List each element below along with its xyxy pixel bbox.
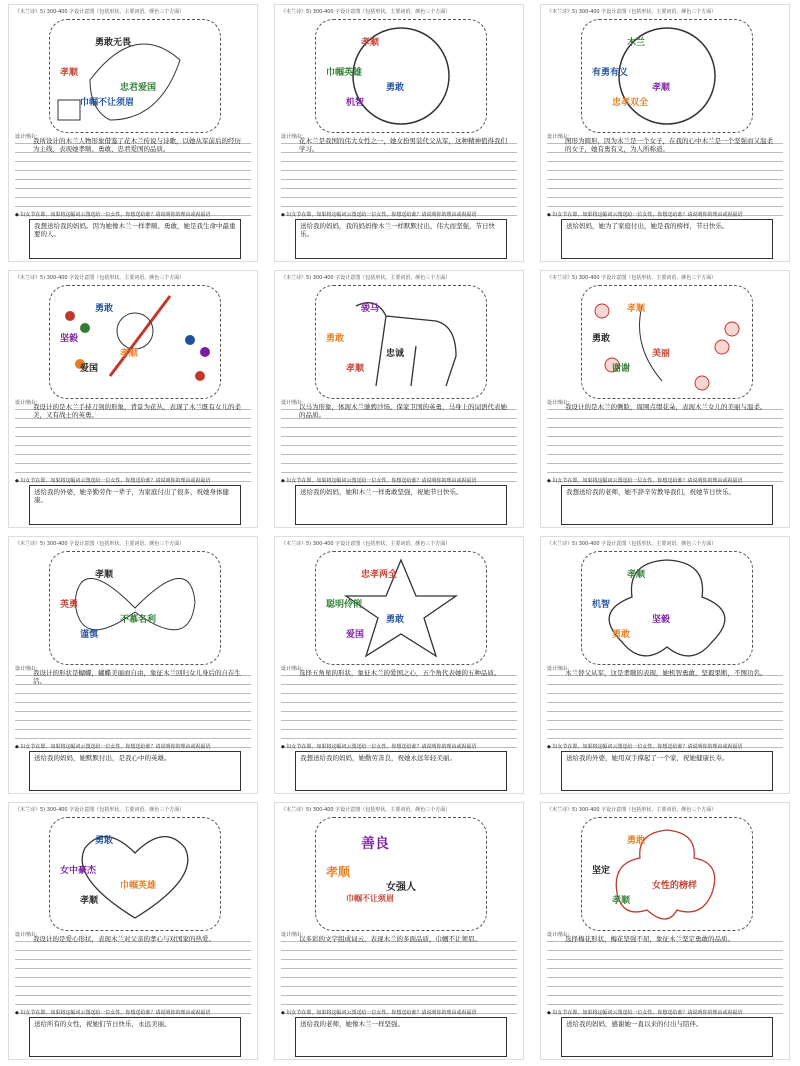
design-reason-label: 设计理由： (281, 400, 307, 406)
answer-text: 我想送给我的妈妈。因为她像木兰一样孝顺、勇敢，她是我生命中最重要的人。 (34, 222, 236, 238)
design-rationale-text: 我设计的形状是蝴蝶，蝴蝶美丽而自由，象征木兰回归女儿身后的自在生活。 (33, 669, 241, 685)
design-rationale-text: 选择梅花形状，梅花坚强不屈，象征木兰坚定勇敢的品质。 (565, 935, 734, 943)
gift-question: ◆ 妇女节在即，如果将这幅词云图送给一位女性，你想送给谁？请说明你的理由或祝福语 (547, 212, 743, 218)
answer-box (29, 1017, 241, 1057)
word-cloud-frame (315, 19, 487, 133)
word-cloud-word: 巾帼英雄 (326, 68, 363, 78)
answer-text: 送给妈妈，她为了家庭付出，她是我的榜样，节日快乐。 (566, 222, 729, 230)
word-cloud-word: 勇敢 (612, 630, 631, 640)
design-rationale-text: 我所设计的木兰人物形象借鉴了花木兰传说与诗歌，以她从军前后的经历为主线，表现她孝顺、勇敢、忠君爱国的品质。 (33, 137, 241, 153)
word-cloud-word: 勇敢无畏 (95, 38, 132, 48)
answer-text: 送给我的妈妈，她和木兰一样勇敢坚强，祝她节日快乐。 (300, 488, 463, 496)
word-cloud-word: 孝顺 (652, 83, 671, 93)
ruled-lines (547, 933, 783, 1005)
word-cloud-word: 孝顺 (95, 570, 114, 580)
word-cloud-frame (49, 285, 221, 399)
sheet-header: 《木兰诗》5) 300-400 字设计意图（包括形状、主要词语、颜色三个方面） (547, 275, 717, 281)
word-cloud-word: 不慕名利 (120, 615, 157, 625)
worksheet-sheet (274, 270, 524, 528)
word-cloud-word: 爱国 (346, 630, 365, 640)
word-cloud-word: 勇敢 (592, 334, 611, 344)
word-cloud-word: 有勇有义 (592, 68, 629, 78)
answer-box (295, 485, 507, 525)
sheet-header: 《木兰诗》5) 300-400 字设计意图（包括形状、主要词语、颜色三个方面） (547, 9, 717, 15)
answer-box (295, 751, 507, 791)
answer-text: 我想送给我的老师，她不辞辛劳教导我们，祝她节日快乐。 (566, 488, 735, 496)
word-cloud-word: 女中豪杰 (60, 866, 97, 876)
word-cloud-frame (581, 19, 753, 133)
word-cloud-word: 勇敢 (627, 836, 646, 846)
design-reason-label: 设计理由： (547, 400, 573, 406)
worksheet-sheet (540, 536, 790, 794)
word-cloud-word: 巾帼不让须眉 (80, 98, 135, 108)
word-cloud-word: 巾帼不让须眉 (346, 894, 394, 903)
worksheet-sheet (274, 4, 524, 262)
gift-question: ◆ 妇女节在即，如果将这幅词云图送给一位女性，你想送给谁？请说明你的理由或祝福语 (15, 744, 211, 750)
design-rationale-text: 我设计的是木兰手持刀剑的形象，背景为花丛，表现了木兰既有女儿的柔美，又有战士的英勇。 (33, 403, 241, 419)
answer-text: 送给我的老师，她像木兰一样坚强。 (300, 1020, 404, 1028)
sheet-header: 《木兰诗》5) 300-400 字设计意图（包括形状、主要词语、颜色三个方面） (281, 807, 451, 813)
answer-text: 送给我的妈妈，她默默付出，是我心中的英雄。 (34, 754, 171, 762)
design-rationale-text: 我设计的是木兰的侧脸，周围点缀花朵，表现木兰女儿的美丽与温柔。 (565, 403, 767, 411)
design-reason-label: 设计理由： (15, 400, 41, 406)
word-cloud-word: 孝顺 (60, 68, 79, 78)
ruled-lines (15, 933, 251, 1005)
answer-text: 我想送给我的妈妈，她勤劳善良，祝她永远年轻美丽。 (300, 754, 456, 762)
answer-text: 送给我的妈妈，感谢她一直以来的付出与陪伴。 (566, 1020, 703, 1028)
ruled-lines (281, 667, 517, 739)
design-reason-label: 设计理由： (547, 666, 573, 672)
answer-box (561, 1017, 773, 1057)
worksheet-sheet (540, 270, 790, 528)
word-cloud-word: 勇敢 (95, 836, 114, 846)
word-cloud-word: 谨慎 (80, 630, 99, 640)
word-cloud-word: 坚毅 (60, 334, 79, 344)
word-cloud-word: 机智 (592, 600, 611, 610)
word-cloud-frame (581, 285, 753, 399)
design-rationale-text: 图形为圆形，因为木兰是一个女子，在我的心中木兰是一个坚强而又温柔的女子，她有勇有义，为人所称道。 (565, 137, 773, 153)
word-cloud-frame (315, 817, 487, 931)
word-cloud-word: 孝顺 (346, 364, 365, 374)
word-cloud-word: 机智 (346, 98, 365, 108)
word-cloud-word: 坚毅 (652, 615, 671, 625)
answer-box (295, 219, 507, 259)
answer-text: 送给所有的女性，祝她们节日快乐，永远美丽。 (34, 1020, 171, 1028)
word-cloud-frame (49, 551, 221, 665)
design-reason-label: 设计理由： (15, 932, 41, 938)
word-cloud-word: 勇敢 (95, 304, 114, 314)
answer-box (561, 485, 773, 525)
gift-question: ◆ 妇女节在即，如果将这幅词云图送给一位女性，你想送给谁？请说明你的理由或祝福语 (281, 744, 477, 750)
answer-box (561, 751, 773, 791)
word-cloud-word: 孝顺 (627, 304, 646, 314)
design-reason-label: 设计理由： (281, 666, 307, 672)
design-rationale-text: 花木兰是我国的伟大女性之一，她女扮男装代父从军，这种精神值得我们学习。 (299, 137, 507, 153)
word-cloud-word: 巾帼英雄 (120, 881, 157, 891)
gift-question: ◆ 妇女节在即，如果将这幅词云图送给一位女性，你想送给谁？请说明你的理由或祝福语 (15, 212, 211, 218)
sheet-header: 《木兰诗》5) 300-400 字设计意图（包括形状、主要词语、颜色三个方面） (15, 807, 185, 813)
worksheet-sheet (540, 802, 790, 1060)
answer-box (29, 485, 241, 525)
word-cloud-word: 孝顺 (80, 896, 99, 906)
answer-text: 送给我的外婆，她辛勤劳作一辈子，为家庭付出了很多，祝她身体健康。 (34, 488, 229, 504)
sheet-header: 《木兰诗》5) 300-400 字设计意图（包括形状、主要词语、颜色三个方面） (547, 541, 717, 547)
word-cloud-word: 勇敢 (326, 334, 345, 344)
worksheet-sheet (8, 536, 258, 794)
answer-box (295, 1017, 507, 1057)
worksheet-sheet (8, 270, 258, 528)
word-cloud-frame (581, 551, 753, 665)
ruled-lines (281, 933, 517, 1005)
sheet-header: 《木兰诗》5) 300-400 字设计意图（包括形状、主要词语、颜色三个方面） (547, 807, 717, 813)
worksheet-sheet (274, 802, 524, 1060)
word-cloud-word: 孝顺 (627, 570, 646, 580)
worksheet-sheet (8, 802, 258, 1060)
word-cloud-word: 忠孝双全 (612, 98, 649, 108)
word-cloud-word: 女性的榜样 (652, 881, 698, 891)
word-cloud-frame (315, 551, 487, 665)
word-cloud-word: 孝顺 (612, 896, 631, 906)
word-cloud-word: 忠诚 (386, 349, 405, 359)
design-rationale-text: 以马为形象，体现木兰驰骋沙场、保家卫国的英勇，马身上的词语代表她的品质。 (299, 403, 507, 419)
word-cloud-word: 勇敢 (386, 615, 405, 625)
design-reason-label: 设计理由： (281, 932, 307, 938)
answer-box (29, 219, 241, 259)
sheet-header: 《木兰诗》5) 300-400 字设计意图（包括形状、主要词语、颜色三个方面） (15, 541, 185, 547)
word-cloud-word: 英勇 (60, 600, 79, 610)
sheet-header: 《木兰诗》5) 300-400 字设计意图（包括形状、主要词语、颜色三个方面） (15, 275, 185, 281)
ruled-lines (547, 401, 783, 473)
worksheet-sheet (274, 536, 524, 794)
word-cloud-word: 骏马 (361, 304, 380, 314)
gift-question: ◆ 妇女节在即，如果将这幅词云图送给一位女性，你想送给谁？请说明你的理由或祝福语 (547, 478, 743, 484)
gift-question: ◆ 妇女节在即，如果将这幅词云图送给一位女性，你想送给谁？请说明你的理由或祝福语 (547, 744, 743, 750)
gift-question: ◆ 妇女节在即，如果将这幅词云图送给一位女性，你想送给谁？请说明你的理由或祝福语 (15, 1010, 211, 1016)
word-cloud-word: 美丽 (652, 349, 671, 359)
design-reason-label: 设计理由： (15, 134, 41, 140)
answer-box (29, 751, 241, 791)
design-reason-label: 设计理由： (15, 666, 41, 672)
answer-text: 送给我的外婆，她用双手撑起了一个家，祝她健康长寿。 (566, 754, 729, 762)
word-cloud-frame (49, 19, 221, 133)
ruled-lines (547, 667, 783, 739)
design-rationale-text: 木兰替父从军，这是孝顺的表现，她机智勇敢，坚毅果断，不图功名。 (565, 669, 767, 677)
word-cloud-word: 聪明伶俐 (326, 600, 363, 610)
design-rationale-text: 我设计的是爱心形状，表现木兰对父亲的孝心与对国家的热爱。 (33, 935, 215, 943)
gift-question: ◆ 妇女节在即，如果将这幅词云图送给一位女性，你想送给谁？请说明你的理由或祝福语 (281, 212, 477, 218)
design-reason-label: 设计理由： (547, 932, 573, 938)
word-cloud-word: 谢谢 (612, 364, 631, 374)
gift-question: ◆ 妇女节在即，如果将这幅词云图送给一位女性，你想送给谁？请说明你的理由或祝福语 (281, 1010, 477, 1016)
word-cloud-word: 木兰 (627, 38, 646, 48)
sheet-header: 《木兰诗》5) 300-400 字设计意图（包括形状、主要词语、颜色三个方面） (281, 541, 451, 547)
word-cloud-frame (315, 285, 487, 399)
worksheet-sheet (540, 4, 790, 262)
word-cloud-word: 孝顺 (361, 38, 380, 48)
word-cloud-word: 孝顺 (120, 349, 139, 359)
word-cloud-word: 忠孝两全 (361, 570, 398, 580)
word-cloud-word: 善良 (361, 836, 389, 852)
design-reason-label: 设计理由： (547, 134, 573, 140)
sheet-header: 《木兰诗》5) 300-400 字设计意图（包括形状、主要词语、颜色三个方面） (281, 275, 451, 281)
word-cloud-word: 忠君爱国 (120, 83, 157, 93)
gift-question: ◆ 妇女节在即，如果将这幅词云图送给一位女性，你想送给谁？请说明你的理由或祝福语 (281, 478, 477, 484)
design-reason-label: 设计理由： (281, 134, 307, 140)
answer-box (561, 219, 773, 259)
sheet-header: 《木兰诗》5) 300-400 字设计意图（包括形状、主要词语、颜色三个方面） (281, 9, 451, 15)
answer-text: 送给我的妈妈，我的妈妈像木兰一样默默付出，伟大而坚强，节日快乐。 (300, 222, 495, 238)
word-cloud-word: 女强人 (386, 882, 416, 893)
word-cloud-word: 孝顺 (326, 865, 351, 879)
sheet-header: 《木兰诗》5) 300-400 字设计意图（包括形状、主要词语、颜色三个方面） (15, 9, 185, 15)
design-rationale-text: 以多彩的文字组成词云，表现木兰的多面品质，巾帼不让须眉。 (299, 935, 481, 943)
worksheet-sheet (8, 4, 258, 262)
design-rationale-text: 选择五角星的形状，象征木兰的爱国之心，五个角代表她的五种品质。 (299, 669, 501, 677)
word-cloud-word: 勇敢 (386, 83, 405, 93)
word-cloud-frame (49, 817, 221, 931)
word-cloud-word: 坚定 (592, 866, 611, 876)
gift-question: ◆ 妇女节在即，如果将这幅词云图送给一位女性，你想送给谁？请说明你的理由或祝福语 (547, 1010, 743, 1016)
word-cloud-frame (581, 817, 753, 931)
word-cloud-word: 爱国 (80, 364, 99, 374)
gift-question: ◆ 妇女节在即，如果将这幅词云图送给一位女性，你想送给谁？请说明你的理由或祝福语 (15, 478, 211, 484)
